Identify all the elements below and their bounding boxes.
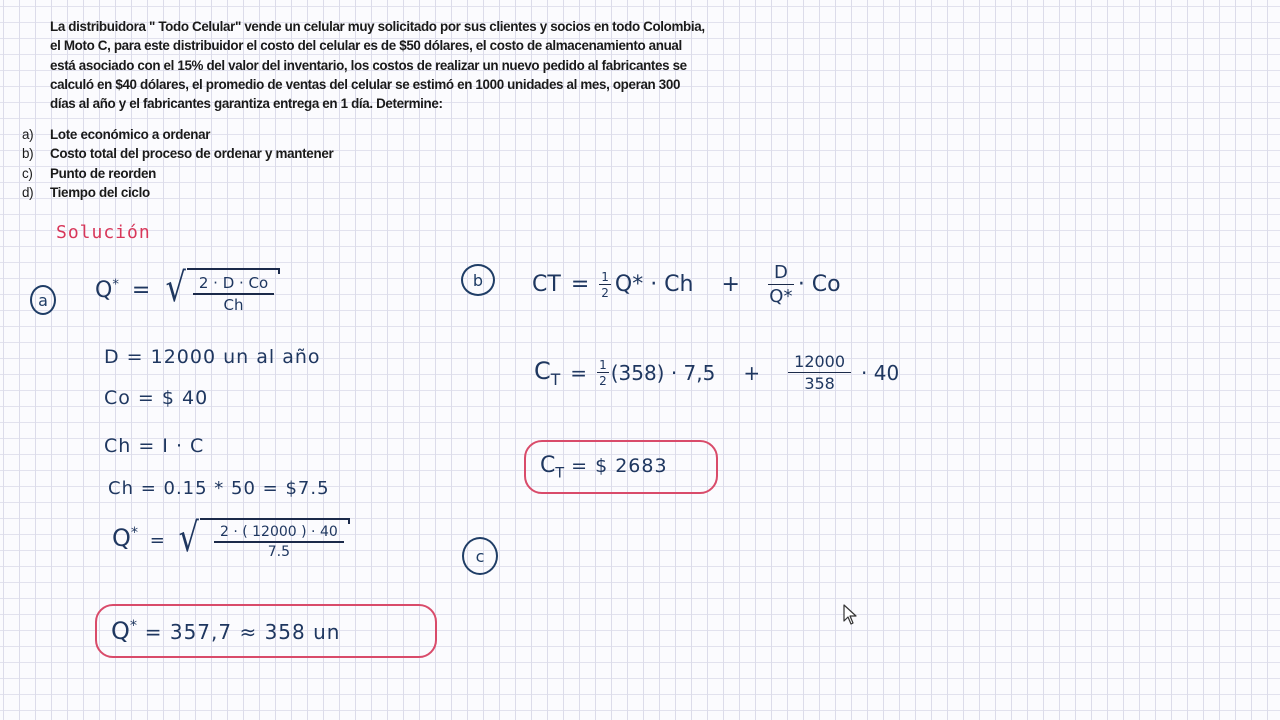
star-symbol: * [112, 277, 119, 293]
equals-sign: = [570, 272, 590, 297]
total-cost-result-box [524, 440, 718, 494]
question-text: Tiempo del ciclo [50, 184, 150, 200]
total-cost-result: $C_T$ = $ 2683 [540, 452, 668, 482]
question-item [22, 144, 333, 163]
plus-sign: + [743, 360, 761, 385]
part-b-label [461, 264, 495, 296]
order-fraction: $\frac{12000}{358}$ [788, 352, 851, 393]
question-text: Lote económico a ordenar [50, 127, 211, 142]
ct-symbol: $C_T$ [534, 356, 561, 389]
equals-sign: = [570, 360, 588, 385]
numerator: 2 · D · Co [193, 274, 274, 295]
fraction [214, 524, 344, 560]
plus-sign: + [721, 272, 740, 297]
numerator: 2 · ( 12000 ) · 40 [214, 524, 344, 543]
total-cost-formula [532, 262, 841, 307]
given-holding-cost-def: Ch = I · C [104, 435, 205, 457]
eoq-result [111, 617, 340, 645]
eoq-result-value: = 357,7 ≈ 358 un [144, 620, 341, 644]
problem-line: el Moto C, para este distribuidor el costo del celular es de $50 dólares, el costo de almacenamiento anual [50, 38, 682, 54]
question-item [22, 164, 333, 183]
order-term: · 40 [861, 360, 900, 385]
question-letter: d) [22, 184, 34, 200]
problem-line: está asociado con el 15% del valor del inventario, los costos de realizar un nuevo pedido al fabricantes se [50, 57, 687, 73]
equals-sign: = [149, 530, 165, 551]
solution-heading: Solución [56, 222, 151, 243]
eoq-formula [95, 265, 280, 314]
radical-icon: √ [165, 265, 187, 311]
given-demand: D = 12000 un al año [104, 346, 321, 368]
holding-term: (358) · 7,5 [610, 360, 716, 385]
question-text: Punto de reorden [50, 165, 157, 181]
problem-statement [50, 17, 770, 113]
ct-symbol: CT [532, 272, 561, 297]
total-cost-substitution [534, 352, 899, 393]
mouse-cursor-icon [843, 604, 859, 626]
questions-list [22, 125, 333, 202]
order-fraction: $\frac{D}{Q*}$ [769, 262, 793, 307]
radicand [187, 268, 280, 314]
question-letter: a) [22, 127, 34, 142]
half-fraction: $\frac{1}{2}$ [599, 357, 607, 388]
eoq-substitution [112, 515, 350, 561]
problem-line: calculó en $40 dólares, el promedio de ventas del celular se estimó en 1000 unidades al mes, operan 300 [50, 76, 681, 92]
q-symbol: Q [111, 617, 130, 645]
question-letter: c) [22, 165, 33, 181]
total-cost-result-value: = $ 2683 [571, 454, 668, 477]
order-term: · Co [797, 272, 841, 297]
part-a-label [30, 285, 56, 315]
radical-icon: √ [179, 515, 200, 561]
problem-line: La distribuidora " Todo Celular" vende un celular muy solicitado por sus clientes y socios en todo Colombia, [50, 19, 705, 34]
part-b-letter: b [472, 270, 484, 290]
question-letter: b) [22, 146, 34, 162]
part-a-letter: a [38, 290, 48, 310]
problem-line: días al año y el fabricantes garantiza entrega en 1 día. Determine: [50, 96, 443, 112]
sqrt-expression [163, 265, 280, 314]
star-symbol: * [129, 618, 138, 634]
question-item [22, 183, 333, 202]
fraction [193, 274, 274, 314]
q-symbol: Q [95, 278, 113, 303]
question-item [22, 125, 333, 144]
half-fraction: $\frac{1}{2}$ [601, 269, 609, 300]
equals-sign: = [131, 278, 151, 303]
sqrt-expression [176, 515, 349, 561]
question-text: Costo total del proceso de ordenar y mantener [50, 146, 334, 162]
denominator: 7.5 [267, 544, 290, 560]
part-c-label [462, 537, 498, 575]
part-c-letter: c [475, 546, 485, 566]
radicand [200, 518, 350, 560]
given-order-cost: Co = $ 40 [104, 387, 209, 409]
denominator: Ch [223, 296, 244, 314]
holding-term: Q* · Ch [614, 272, 694, 297]
eoq-result-box [95, 604, 437, 658]
given-holding-cost-value: Ch = 0.15 * 50 = $7.5 [108, 478, 330, 499]
star-symbol: * [130, 525, 139, 541]
q-symbol: Q [112, 524, 131, 552]
